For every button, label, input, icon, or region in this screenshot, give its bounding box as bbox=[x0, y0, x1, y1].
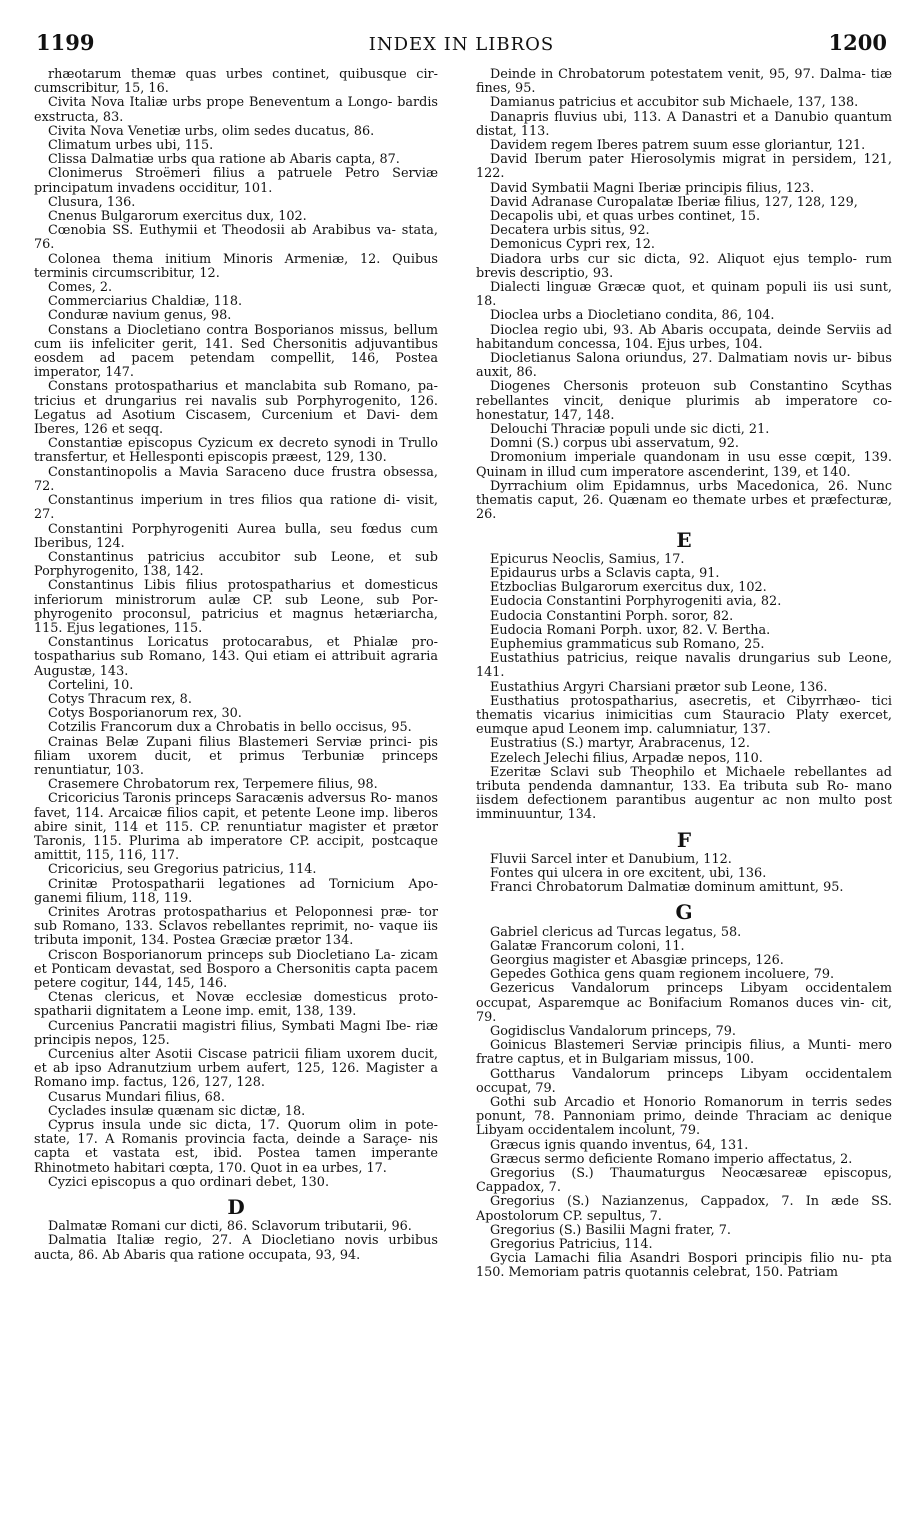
index-entry: Græcus ignis quando inventus, 64, 131. bbox=[490, 1137, 749, 1153]
index-entry: Fontes qui ulcera in ore excitent, ubi, 136. bbox=[490, 865, 767, 881]
right-entries bbox=[476, 68, 892, 523]
index-entry: Cyclades insulæ quænam sic dictæ, 18. bbox=[48, 1103, 306, 1119]
index-entry: Cyprus insula unde sic dicta, 17. Quorum olim in pote- state, 17. A Romanis provincia facta, deinde a Saraçe- nis capta et vastata est, ibid. Postea tamen imperante Rhinotmeto habitari cœpta, 170. Quot in ea urbes, 17. bbox=[34, 1118, 438, 1176]
index-entry: Gycia Lamachi filia Asandri Bospori principis filio nu- pta 150. Memoriam patris quotannis celebrat, 150. Patriam bbox=[476, 1251, 892, 1281]
index-entry: Civita Nova Venetiæ urbs, olim sedes ducatus, 86. bbox=[48, 123, 375, 139]
index-entry: Ezeritæ Sclavi sub Theophilo et Michaele rebellantes ad tributa pendenda damnantur, 133. Ea tributa sub Ro- mano iisdem defectionem parantibus augentur ac non multo post imminuuntur, 134. bbox=[476, 764, 892, 823]
index-entry: Damianus patricius et accubitor sub Michaele, 137, 138. bbox=[490, 95, 859, 111]
index-entry: Constantinopolis a Mavia Saraceno duce frustra obsessa, 72. bbox=[34, 464, 438, 494]
index-entry: Dioclea regio ubi, 93. Ab Abaris occupata, deinde Serviis ad habitandum concessa, 104. Ejus urbes, 104. bbox=[476, 322, 892, 352]
index-entry: Gregorius (S.) Thaumaturgus Neocæsareæ episcopus, Cappadox, 7. bbox=[476, 1166, 892, 1196]
index-entry: Ezelech Jelechi filius, Arpadæ nepos, 110. bbox=[490, 750, 763, 766]
index-entry: Eudocia Romani Porph. uxor, 82. V. Bertha. bbox=[490, 622, 771, 638]
index-entry: Dalmatia Italiæ regio, 27. A Diocletiano novis urbibus aucta, 86. Ab Abaris qua ratione occupata, 93, 94. bbox=[34, 1233, 438, 1263]
index-entry: Ctenas clericus, et Novæ ecclesiæ domesticus proto- spatharii dignitatem a Leone imp. emit, 138, 139. bbox=[34, 990, 438, 1020]
index-entry: Demonicus Cypri rex, 12. bbox=[490, 237, 655, 253]
page-title: INDEX IN LIBROS bbox=[368, 34, 555, 55]
right-column bbox=[476, 68, 892, 1281]
index-entry: Gothi sub Arcadio et Honorio Romanorum in terris sedes ponunt, 78. Pannoniam primo, deinde Thraciam ac denique Libyam occidentalem incolunt, 79. bbox=[476, 1095, 892, 1139]
index-entry: Galatæ Francorum coloni, 11. bbox=[490, 938, 685, 954]
index-entry: Constantinus imperium in tres filios qua ratione di- visit, 27. bbox=[34, 493, 438, 523]
index-entry: Domni (S.) corpus ubi asservatum, 92. bbox=[490, 436, 739, 452]
index-entry: Cotzilis Francorum dux a Chrobatis in bello occisus, 95. bbox=[48, 720, 412, 736]
index-entry: Clonimerus Stroëmeri filius a patruele Petro Serviæ principatum invadens occiditur, 101. bbox=[34, 166, 438, 196]
index-entry: Cricoricius Taronis princeps Saracænis adversus Ro- manos favet, 114. Arcaicæ filios capit, et petente Leone imp. liberos abire sinit, 114 et 115. CP. renuntiatur magister et prætor Taronis, 115. Plurima ab imperatore CP. accipit, postcaque amittit, 115, 116, 117. bbox=[34, 791, 438, 864]
index-entry: Commerciarius Chaldiæ, 118. bbox=[48, 294, 243, 310]
index-entry: Goinicus Blastemeri Serviæ principis filius, a Munti- mero fratre captus, et in Bulgariam missus, 100. bbox=[476, 1038, 892, 1068]
index-entry: David Iberum pater Hierosolymis migrat in persidem, 121, 122. bbox=[476, 152, 892, 182]
section-heading-f: F bbox=[676, 827, 692, 852]
index-entry: Davidem regem Iberes patrem suum esse gloriantur, 121. bbox=[490, 138, 866, 154]
left-entries bbox=[34, 68, 438, 1190]
index-entry: Gepedes Gothica gens quam regionem incoluere, 79. bbox=[490, 967, 835, 983]
index-entry: Cusarus Mundari filius, 68. bbox=[48, 1089, 225, 1105]
index-entry: Gregorius (S.) Nazianzenus, Cappadox, 7. In æde SS. Apostolorum CP. sepultus, 7. bbox=[476, 1194, 892, 1224]
index-entry: Gabriel clericus ad Turcas legatus, 58. bbox=[490, 924, 742, 940]
page-number-right: 1200 bbox=[828, 30, 887, 55]
index-entry: Constantinus Loricatus protocarabus, et Phialæ pro- tospatharius sub Romano, 143. Qui etiam ei attribuit agraria Augustæ, 143. bbox=[34, 635, 438, 679]
index-entry: Græcus sermo deficiente Romano imperio affectatus, 2. bbox=[490, 1151, 853, 1167]
index-entry: Dialecti linguæ Græcæ quot, et quinam populi iis usi sunt, 18. bbox=[476, 280, 892, 310]
index-entry: Curcenius Pancratii magistri filius, Symbati Magni Ibe- riæ principis nepos, 125. bbox=[34, 1018, 438, 1048]
section-heading-d: D bbox=[227, 1195, 245, 1220]
index-entry: rhæotarum themæ quas urbes continet, quibusque cir- cumscribitur, 15, 16. bbox=[34, 67, 438, 97]
index-entry: Constans a Diocletiano contra Bosporianos missus, bellum cum iis infeliciter gerit, 141. Sed Chersonitis adjuvantibus eosdem ad pacem petendam compellit, 146, Postea imperator, 147. bbox=[34, 322, 438, 381]
index-entry: Deinde in Chrobatorum potestatem venit, 95, 97. Dalma- tiæ fines, 95. bbox=[476, 67, 892, 97]
section-e-entries bbox=[476, 553, 892, 823]
index-entry: Dalmatæ Romani cur dicti, 86. Sclavorum tributarii, 96. bbox=[48, 1219, 412, 1235]
index-entry: Eudocia Constantini Porph. soror, 82. bbox=[490, 608, 734, 624]
index-entry: Gezericus Vandalorum princeps Libyam occidentalem occupat, Asparemque ac Bonifacium Romanos duces vin- cit, 79. bbox=[476, 981, 892, 1025]
index-entry: Eustathius patricius, reique navalis drungarius sub Leone, 141. bbox=[476, 651, 892, 681]
index-entry: Dyrrachium olim Epidamnus, urbs Macedonica, 26. Nunc thematis caput, 26. Quænam eo themate urbes et præfecturæ, 26. bbox=[476, 478, 892, 523]
index-entry: Etzboclias Bulgarorum exercitus dux, 102. bbox=[490, 580, 767, 596]
index-entry: Cotys Bosporianorum rex, 30. bbox=[48, 706, 242, 722]
index-entry: Constantini Porphyrogeniti Aurea bulla, seu fœdus cum Iberibus, 124. bbox=[34, 521, 438, 551]
index-entry: Crasemere Chrobatorum rex, Terpemere filius, 98. bbox=[48, 777, 378, 793]
index-entry: Eustathius Argyri Charsiani prætor sub Leone, 136. bbox=[490, 679, 828, 695]
index-entry: Decatera urbis situs, 92. bbox=[490, 223, 650, 239]
index-entry: Epidaurus urbs a Sclavis capta, 91. bbox=[490, 565, 720, 581]
index-entry: Georgius magister et Abasgiæ princeps, 126. bbox=[490, 952, 784, 968]
index-entry: Danapris fluvius ubi, 113. A Danastri et a Danubio quantum distat, 113. bbox=[476, 109, 892, 139]
section-heading-e: E bbox=[676, 527, 692, 552]
section-d-entries bbox=[34, 1220, 438, 1263]
index-entry: David Adranase Curopalatæ Iberiæ filius, 127, 128, 129, bbox=[490, 194, 858, 210]
section-heading-g: G bbox=[675, 900, 693, 925]
index-entry: Gogidisclus Vandalorum princeps, 79. bbox=[490, 1024, 736, 1039]
index-entry: Gregorius (S.) Basilii Magni frater, 7. bbox=[490, 1222, 731, 1238]
index-entry: Decapolis ubi, et quas urbes continet, 15. bbox=[490, 209, 761, 225]
index-entry: Eudocia Constantini Porphyrogeniti avia, 82. bbox=[490, 594, 782, 610]
index-entry: Constantinus Libis filius protospatharius et domesticus inferiorum ministrorum aulæ CP. sub Leone, sub Por- phyrogenito proconsul, patricius et magnus hetæriarcha, 115. Ejus legationes, 115. bbox=[34, 578, 438, 636]
index-entry: Crainas Belæ Zupani filius Blastemeri Serviæ princi- pis filiam uxorem ducit, et primus Terbuniæ princeps renuntiatur, 103. bbox=[34, 734, 438, 778]
index-entry: Clusura, 136. bbox=[48, 194, 136, 210]
page-header bbox=[36, 30, 887, 60]
section-f-entries bbox=[476, 853, 892, 896]
index-entry: Constantiæ episcopus Cyzicum ex decreto synodi in Trullo transfertur, et Hellesponti episcopis præest, 129, 130. bbox=[34, 436, 438, 466]
index-entry: Cyzici episcopus a quo ordinari debet, 130. bbox=[48, 1174, 330, 1190]
index-entry: Franci Chrobatorum Dalmatiæ dominum amittunt, 95. bbox=[490, 880, 844, 896]
page-number-left: 1199 bbox=[36, 30, 95, 55]
index-entry: Climatum urbes ubi, 115. bbox=[48, 138, 214, 154]
index-entry: Cricoricius, seu Gregorius patricius, 114. bbox=[48, 862, 317, 878]
index-entry: Eustratius (S.) martyr, Arabracenus, 12. bbox=[490, 736, 750, 752]
index-entry: Cortelini, 10. bbox=[48, 677, 134, 693]
index-entry: Conduræ navium genus, 98. bbox=[48, 308, 232, 324]
index-entry: Cœnobia SS. Euthymii et Theodosii ab Arabibus va- stata, 76. bbox=[34, 223, 438, 253]
index-entry: Euphemius grammaticus sub Romano, 25. bbox=[490, 636, 765, 652]
index-entry: Fluvii Sarcel inter et Danubium, 112. bbox=[490, 851, 732, 867]
index-entry: Crinites Arotras protospatharius et Peloponnesi præ- tor sub Romano, 133. Sclavos rebellantes reprimit, no- vaque iis tributa imponit, 134. Postea Græciæ prætor 134. bbox=[34, 904, 438, 949]
index-entry: Eusthatius protospatharius, asecretis, et Cibyrrhæo- tici thematis vicarius inimicitias cum Stauracio Platy exercet, eumque apud Leonem imp. calumniatur, 137. bbox=[476, 693, 892, 738]
index-entry: Diadora urbs cur sic dicta, 92. Aliquot ejus templo- rum brevis descriptio, 93. bbox=[476, 251, 892, 281]
index-entry: Diogenes Chersonis proteuon sub Constantino Scythas rebellantes vincit, denique plurimis ab imperatore co- honestatur, 147, 148. bbox=[476, 379, 892, 423]
index-entry: Cotys Thracum rex, 8. bbox=[48, 691, 192, 707]
index-entry: Civita Nova Italiæ urbs prope Beneventum a Longo- bardis exstructa, 83. bbox=[34, 95, 438, 125]
index-entry: Delouchi Thraciæ populi unde sic dicti, 21. bbox=[490, 422, 770, 438]
section-g-entries bbox=[476, 926, 892, 1281]
index-entry: Comes, 2. bbox=[48, 280, 113, 296]
index-entry: Dioclea urbs a Diocletiano condita, 86, 104. bbox=[490, 308, 775, 324]
index-entry: Crinitæ Protospatharii legationes ad Tornicium Apo- ganemi filium, 118, 119. bbox=[34, 876, 438, 906]
index-entry: Constantinus patricius accubitor sub Leone, et sub Porphyrogenito, 138, 142. bbox=[34, 549, 438, 580]
index-entry: Gregorius Patricius, 114. bbox=[490, 1237, 653, 1253]
index-entry: David Symbatii Magni Iberiæ principis filius, 123. bbox=[490, 180, 815, 196]
index-entry: Constans protospatharius et manclabita sub Romano, pa- tricius et drungarius rei navalis sub Porphyrogenito, 126. Legatus ad Asotium Ciscasem, Curcenium et Davi- dem Iberes, 126 et seqq. bbox=[34, 379, 438, 438]
index-entry: Criscon Bosporianorum princeps sub Diocletiano La- zicam et Ponticam devastat, sed Bosporo a Chersonitis capta pacem petere cogitur, 144, 145, 146. bbox=[34, 947, 438, 991]
left-column bbox=[34, 68, 438, 1263]
index-entry: Epicurus Neoclis, Samius, 17. bbox=[490, 551, 685, 567]
index-entry: Gottharus Vandalorum princeps Libyam occidentalem occupat, 79. bbox=[476, 1066, 892, 1096]
index-entry: Curcenius alter Asotii Ciscase patricii filiam uxorem ducit, et ab ipso Adranutzium urbem aufert, 125, 126. Magister a Romano imp. factus, 126, 127, 128. bbox=[34, 1047, 438, 1091]
index-entry: Cnenus Bulgarorum exercitus dux, 102. bbox=[48, 209, 307, 225]
index-entry: Colonea thema initium Minoris Armeniæ, 12. Quibus terminis circumscribitur, 12. bbox=[34, 251, 438, 281]
index-entry: Dromonium imperiale quandonam in usu esse cœpit, 139. Quinam in illud cum imperatore ascenderint, 139, et 140. bbox=[476, 450, 892, 480]
index-entry: Clissa Dalmatiæ urbs qua ratione ab Abaris capta, 87. bbox=[48, 152, 400, 168]
index-entry: Diocletianus Salona oriundus, 27. Dalmatiam novis ur- bibus auxit, 86. bbox=[476, 351, 892, 381]
